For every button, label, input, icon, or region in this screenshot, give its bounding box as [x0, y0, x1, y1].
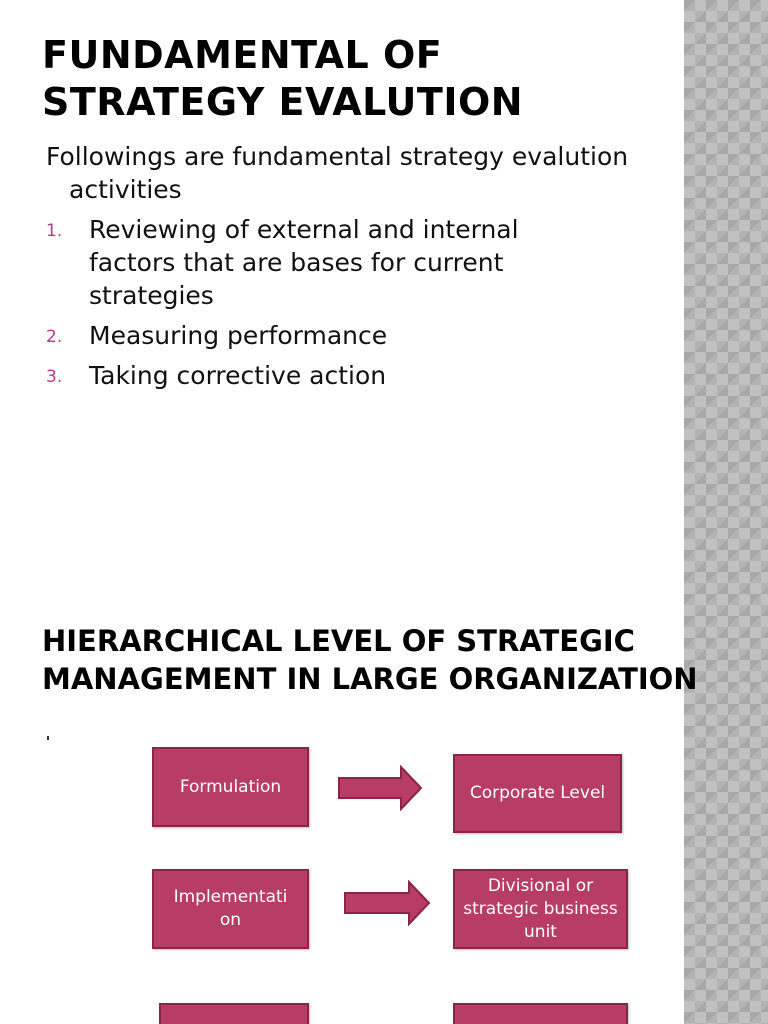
- right-arrow-icon: [343, 880, 431, 926]
- decorative-pattern-strip: [684, 0, 768, 1024]
- list-item-text: Taking corrective action: [89, 361, 387, 390]
- level-box: [453, 1003, 628, 1024]
- stage-box-implementation: Implementati on: [152, 869, 309, 949]
- stage-box: [159, 1003, 309, 1024]
- list-item-text: Reviewing of external and internal factors that are bases for current strategies: [89, 215, 519, 310]
- list-item-number: 2.: [46, 327, 63, 347]
- slide-title: FUNDAMENTAL OF STRATEGY EVALUTION: [42, 33, 524, 124]
- section-title: HIERARCHICAL LEVEL OF STRATEGIC MANAGEMENT IN LARGE ORGANIZATION: [42, 624, 698, 696]
- list-item: [46, 359, 606, 392]
- level-box-corporate: Corporate Level: [453, 754, 622, 833]
- stray-mark: [47, 736, 49, 740]
- right-arrow-icon: [337, 765, 423, 811]
- intro-text: Followings are fundamental strategy evalution activities: [46, 142, 629, 204]
- list-item: [46, 319, 606, 352]
- level-box-divisional: Divisional or strategic business unit: [453, 869, 628, 949]
- activities-list: [46, 213, 606, 399]
- list-item-text: Measuring performance: [89, 321, 388, 350]
- stage-box-formulation: Formulation: [152, 747, 309, 827]
- list-item-number: 3.: [46, 367, 63, 387]
- list-item-number: 1.: [46, 221, 63, 241]
- list-item: [46, 213, 606, 312]
